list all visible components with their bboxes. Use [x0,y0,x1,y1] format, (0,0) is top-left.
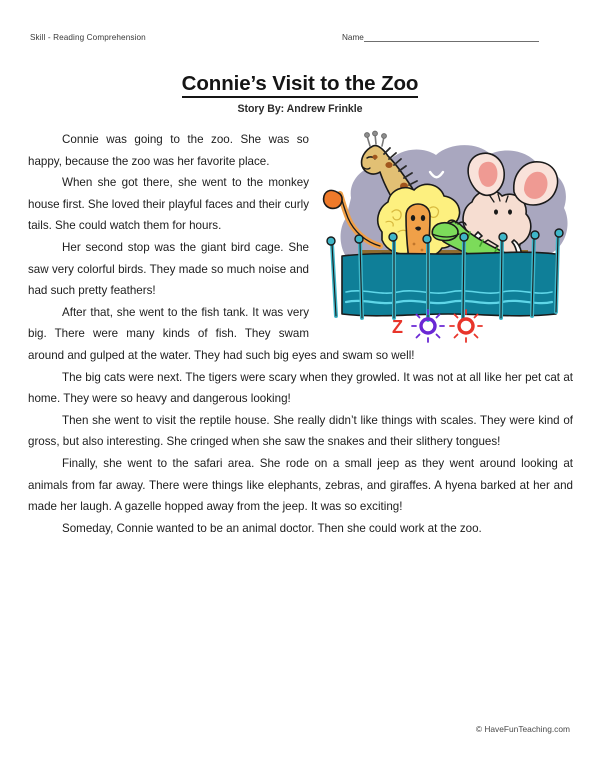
name-field-group[interactable] [342,32,539,43]
story-paragraph: Then she went to visit the reptile house. She really didn’t like things with scales. They were kind of gross, but also interesting. She cringed when she saw the snakes and their slithery tongues! [28,413,573,449]
name-label: Name [342,33,364,42]
story-paragraph: The big cats were next. The tigers were scary when they growled. It was not at all like her pet cat at home. They were so heavy and dangerous looking! [28,370,573,406]
story-paragraph: Finally, she went to the safari area. She rode on a small jeep as they went around looking at animals from far away. There were things like elephants, zebras, and giraffes. A hyena barked at her and made her laugh. A gazelle hopped away from the jeep. It was so exciting! [28,456,573,514]
title-block [0,72,600,115]
story-paragraph: Her second stop was the giant bird cage. She saw very colorful birds. They made so much noise and had such pretty feathers! [28,240,309,298]
worksheet-header [0,0,600,60]
footer-copyright: © HaveFunTeaching.com [475,724,570,734]
page-title: Connie’s Visit to the Zoo [182,72,419,98]
name-write-in-line[interactable] [364,41,539,42]
illustration-text-wrap-spacer [317,131,573,343]
story-paragraph: Connie was going to the zoo. She was so happy, because the zoo was her favorite place. [28,133,309,168]
story-paragraph: After that, she went to the fish tank. It was very big. There were many kinds of fish. They swam around and gulped at the water. They had such big eyes and swam so well! [28,305,415,362]
story-paragraph: When she got there, she went to the monkey house first. She loved their playful faces and their curly tails. She could watch them for hours. [28,176,309,233]
zoo-letter-z: Z [392,317,403,337]
skill-label: Skill - Reading Comprehension [30,33,146,42]
story-body [28,129,573,539]
story-byline: Story By: Andrew Frinkle [237,103,363,115]
story-paragraph: Someday, Connie wanted to be an animal doctor. Then she could work at the zoo. [62,521,482,535]
